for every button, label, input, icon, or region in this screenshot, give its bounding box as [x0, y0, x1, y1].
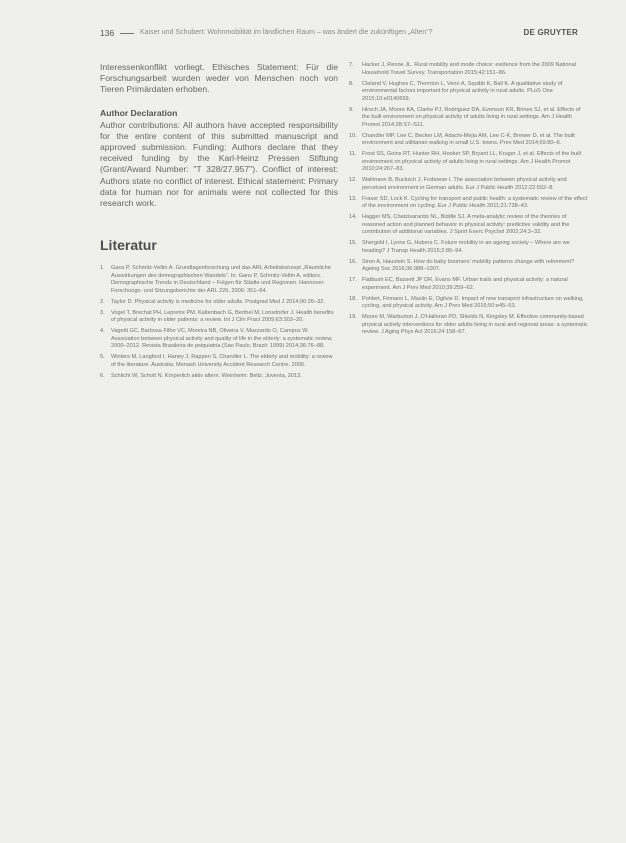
publisher-logo: DE GRUYTER — [523, 28, 578, 37]
running-head — [0, 26, 626, 40]
reference-item — [100, 299, 338, 307]
page-number: 136 — [100, 28, 115, 38]
reference-item — [100, 310, 338, 325]
reference-text: Flatbush EC, Bassett JP DR, Evans MF. Urban trails and physical activity: a natural experiment. Am J Prev Med 2010;39:259–62. — [362, 277, 568, 291]
reference-text: Vagetti GC, Barbosa Filho VC, Moreira NB, Oliveira V, Mazzardo O, Campos W. Association between physical activity and quality of life in the elderly: a systematic review, 2000–2012. Revista Brasileira de psiquiatria (Sao Paulo, Brazil: 1999) 2014;36:76–88. — [111, 328, 333, 350]
reference-number: 7. — [349, 62, 354, 68]
reference-item — [349, 259, 589, 274]
reference-text: Wallmann B, Bucksch J, Froboese I. The association between physical activity and perceived environment in German adults. Eur J Public Health 2012;22:502–8. — [362, 177, 567, 191]
reference-text: Moore M, Warburton J, O'Halloran PD, Shields N, Kingsley M. Effective community-based physical activity interventions for older adults living in rural and regional areas: a systematic review. J Aging Phys Act 2016;24:158–67. — [362, 314, 588, 335]
reference-number: 18. — [349, 295, 357, 302]
reference-number: 12. — [349, 177, 357, 183]
reference-number: 8. — [349, 80, 354, 87]
reference-text: Pohlert, Frimann L, Maslin E, Ogilvie D. Impact of new transport infrastructure on walking, cycling, and physical activity. Am J Prev Med 2016;50:e45–53. — [362, 295, 584, 309]
reference-number: 13. — [349, 195, 357, 202]
reference-number: 5. — [100, 354, 105, 361]
reference-number: 17. — [349, 277, 357, 283]
reference-number: 4. — [100, 328, 105, 335]
running-head-title: Kaiser und Schubert: Wohnmobilität im ländlichen Raum – was ändert die zukünftigen „Alten“? — [140, 29, 433, 36]
reference-number: 9. — [349, 106, 354, 113]
reference-text: Shergold I, Lyons G, Hubers C. Future mobility in an ageing society – Where are we heading? J Transp Health 2015;2:86–94. — [362, 240, 570, 254]
reference-number: 19. — [349, 314, 357, 320]
reference-text: Vogel T, Brechat PH, Lepretre PM, Kaltenbach G, Berthel M, Lonsdorfer J. Health benefits of physical activity in older patients: a review. Int J Clin Pract 2009;63:303–20. — [111, 309, 334, 324]
reference-text: Hacker J, Renne JL. Rural mobility and mode choice: evidence from the 2009 National Household Travel Survey. Transportation 2015;42:151–86. — [362, 62, 576, 76]
reference-item — [100, 373, 338, 381]
reference-item — [100, 265, 338, 295]
author-declaration-text: Author contributions: All authors have accepted responsibility for the entire content of this submitted manuscript and approved submission. Funding: Authors declare that they received funding by the Karl-Heinz Pressen Stiftung (Grant/Award Number: "T 328/27.957"). Conflict of interest: Authors state no conflict of interest. Ethical statement: Primary data for human nor for animals were not collected for this research work. — [100, 119, 338, 209]
reference-list-right — [349, 62, 589, 337]
reference-text: Chandler MP, Lee C, Becker LM, Adachi-Mejia AM, Lee C-K, Brewer D, et al. The built environment and utilitarian walking in small U.S. towns. Prev Med 2014;69:80–6. — [362, 132, 575, 146]
reference-text: Schlicht W, Schott N. Körperlich aktiv altern. Weinheim: Beltz, Juventa, 2013. — [111, 372, 302, 379]
reference-number: 6. — [100, 372, 105, 379]
reference-item — [349, 296, 589, 311]
reference-text: Siren A, Haustein S. How do baby boomers' mobility patterns change with retirement? Ageing Soc 2016;36:988–1007. — [362, 258, 575, 272]
reference-item — [349, 196, 589, 211]
reference-number: 3. — [100, 309, 105, 316]
reference-number: 10. — [349, 132, 357, 139]
author-declaration-heading: Author Declaration — [100, 107, 178, 118]
reference-number: 2. — [100, 298, 105, 305]
right-column — [349, 62, 589, 340]
reference-text: Cleland V, Hughes C, Thornton L, Venn A, Squibb K, Ball K. A qualitative study of environmental factors important for physical activity in rural adults. PLoS One 2015;10:e0140659. — [362, 80, 563, 102]
left-column — [100, 62, 338, 384]
reference-item — [100, 354, 338, 369]
reference-text: Fraser SD, Lock K. Cycling for transport and public health: a systematic review of the effect of the environment on cycling. Eur J Public Health 2011;21:738–43. — [362, 195, 588, 209]
reference-item — [349, 177, 589, 192]
reference-item — [349, 62, 589, 77]
reference-item — [349, 240, 589, 255]
reference-item — [349, 107, 589, 130]
reference-item — [349, 151, 589, 174]
literature-heading: Literatur — [100, 237, 157, 254]
reference-item — [349, 314, 589, 337]
reference-number: 1. — [100, 265, 105, 272]
reference-item — [100, 328, 338, 351]
reference-text: Winters M, Langford I, Haney J, Rappen S, Chandler L. The elderly and mobility: a review of the literature. Australia: Monash University Accident Research Centre, 2006. — [111, 354, 333, 368]
reference-item — [349, 81, 589, 104]
intro-paragraph: Interessenkonflikt vorliegt. Ethisches Statement: Für die Forschungsarbeit wurden weder von Menschen noch von Tieren Primärdaten erhoben. — [100, 62, 338, 95]
reference-text: Taylor D. Physical activity is medicine for older adults. Postgrad Med J 2014;90:26–32. — [111, 298, 325, 305]
reference-text: Hagger MS, Chatzisarantis NL, Biddle SJ. A meta-analytic review of the theories of reasoned action and planned behavior in physical activity: predictive validity and the contribution of additional variables. J Sport Exerc Psychol 2002;24:3–32. — [362, 214, 570, 235]
reference-list-left — [100, 265, 338, 380]
reference-number: 16. — [349, 258, 357, 265]
reference-item — [349, 214, 589, 237]
reference-number: 11. — [349, 151, 357, 157]
reference-item — [349, 133, 589, 148]
reference-number: 14. — [349, 214, 357, 220]
reference-text: Hirsch JA, Moore KA, Clarke PJ, Rodriguez DA, Evenson KR, Brines SJ, et al. Effects of the built environment on physical activity of adults living in rural settings. Am J Health Promot 2014;28:S7–S11. — [362, 106, 581, 128]
reference-number: 15. — [349, 240, 357, 246]
reference-text: Gans P, Schmitz-Veltin A. Grundlagenforschung und das ARL Arbeitskonzept „Räumliche Auswirkungen des demographischen Wandels“. In: Gans P, Schmitz-Veltin A, editors. Demographische Trends in Deutschland – Folgen für Städte und Regionen. Hannover: Forschungs- und Sitzungsberichte der ARL 226, 2006: 351–64. — [111, 265, 331, 294]
reference-item — [349, 277, 589, 292]
running-head-dash — [120, 33, 134, 34]
reference-text: Frost SS, Goins RT, Hunter RH, Hooker SP, Bryant LL, Kruger J, et al. Effects of the built environment on physical activity of adults living in rural settings. Am J Health Promot 2010;24:267–83. — [362, 151, 582, 172]
